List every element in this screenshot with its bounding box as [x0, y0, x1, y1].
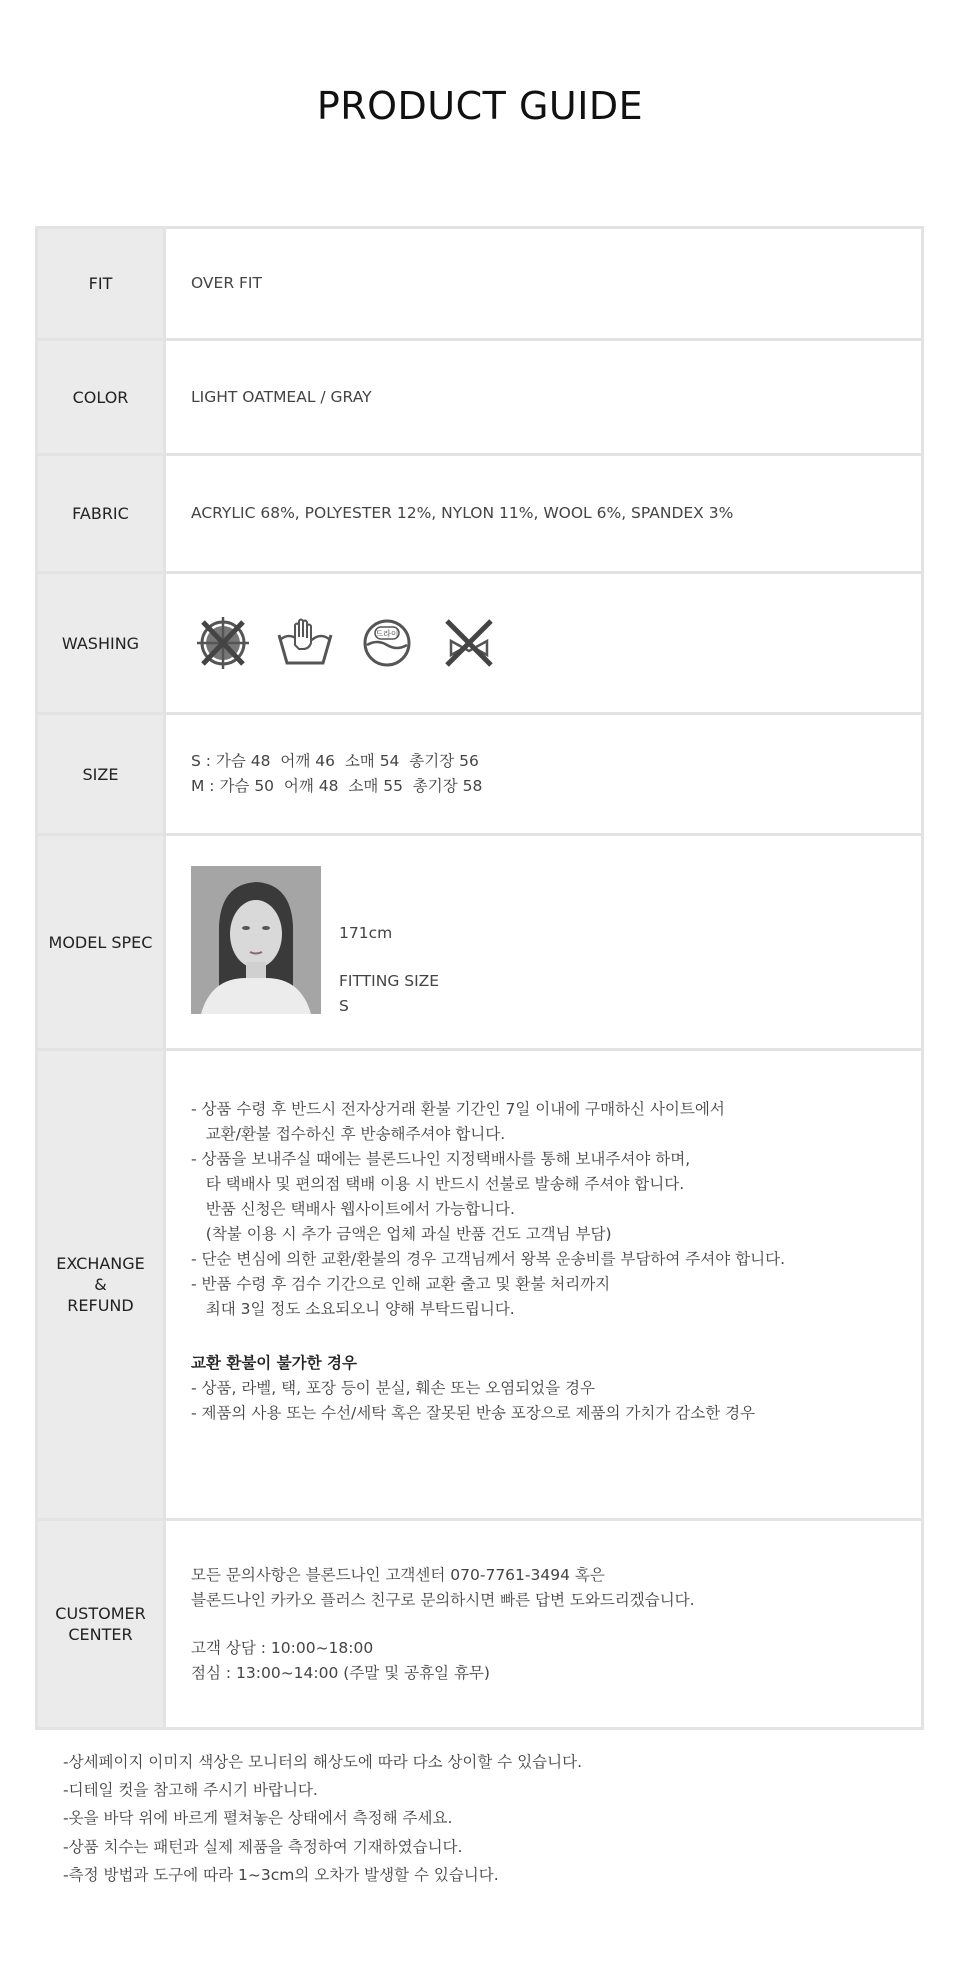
exchange-line: - 상품을 보내주실 때에는 블론드나인 지정택배사를 통해 보내주셔야 하며, — [191, 1150, 691, 1168]
fit-label: FIT — [38, 229, 166, 338]
note-line: -디테일 컷을 참고해 주시기 바랍니다. — [63, 1781, 318, 1800]
washing-label: WASHING — [38, 574, 166, 712]
color-value: LIGHT OATMEAL / GRAY — [191, 387, 372, 406]
dry-clean-icon — [355, 615, 419, 671]
size-line-m: M : 가슴 50 어깨 48 소매 55 총기장 58 — [191, 777, 483, 795]
page-title: PRODUCT GUIDE — [316, 84, 644, 128]
note-line: -상품 치수는 패턴과 실제 제품을 측정하여 기재하였습니다. — [63, 1837, 463, 1856]
exchange-line: 교환/환불 접수하신 후 반송해주셔야 합니다. — [191, 1125, 506, 1143]
customer-line: 모든 문의사항은 블론드나인 고객센터 070-7761-3494 혹은 — [191, 1565, 605, 1584]
color-label: COLOR — [38, 341, 166, 453]
size-label: SIZE — [38, 715, 166, 833]
no-tumble-dry-icon — [191, 615, 255, 671]
exchange-line: - 반품 수령 후 검수 기간으로 인해 교환 출고 및 환불 처리까지 — [191, 1275, 611, 1293]
note-line: -측정 방법과 도구에 따라 1~3cm의 오차가 발생할 수 있습니다. — [63, 1865, 499, 1884]
hand-wash-icon — [273, 615, 337, 671]
fabric-row — [38, 456, 921, 574]
exchange-line: 타 택배사 및 편의점 택배 이용 시 반드시 선불로 발송해 주셔야 합니다. — [191, 1175, 685, 1193]
notes — [63, 1748, 582, 1889]
product-guide-table — [35, 226, 924, 1730]
no-exchange-title: 교환 환불이 불가한 경우 — [191, 1354, 357, 1372]
fit-value: OVER FIT — [191, 274, 262, 292]
color-row — [38, 341, 921, 456]
exchange-line: 반품 신청은 택배사 웹사이트에서 가능합니다. — [191, 1200, 515, 1218]
model-photo — [191, 866, 321, 1014]
model-spec-row — [38, 836, 921, 1051]
exchange-line: 최대 3일 정도 소요되오니 양해 부탁드립니다. — [191, 1300, 515, 1318]
fabric-value: ACRYLIC 68%, POLYESTER 12%, NYLON 11%, WOOL 6%, SPANDEX 3% — [191, 504, 734, 522]
size-line-s: S : 가슴 48 어깨 46 소매 54 총기장 56 — [191, 752, 479, 770]
fit-row — [38, 229, 921, 341]
customer-center-label: CUSTOMER CENTER — [38, 1521, 166, 1727]
model-spec-label: MODEL SPEC — [38, 836, 166, 1048]
no-bleach-icon — [437, 615, 501, 671]
no-exchange-line: - 제품의 사용 또는 수선/세탁 혹은 잘못된 반송 포장으로 제품의 가치가 감소한 경우 — [191, 1404, 756, 1422]
fabric-label: FABRIC — [38, 456, 166, 571]
fitting-size-value: S — [339, 996, 349, 1015]
customer-center-row — [38, 1521, 921, 1727]
model-height: 171cm — [339, 923, 393, 942]
washing-row — [38, 574, 921, 715]
customer-line: 블론드나인 카카오 플러스 친구로 문의하시면 빠른 답변 도와드리겠습니다. — [191, 1590, 695, 1609]
note-line: -상세페이지 이미지 색상은 모니터의 해상도에 따라 다소 상이할 수 있습니다. — [63, 1753, 583, 1771]
size-row — [38, 715, 921, 836]
exchange-refund-row — [38, 1051, 921, 1521]
washing-icons — [191, 615, 921, 671]
exchange-line: - 상품 수령 후 반드시 전자상거래 환불 기간인 7일 이내에 구매하신 사이트에서 — [191, 1100, 725, 1118]
exchange-line: (착불 이용 시 추가 금액은 업체 과실 반품 건도 고객님 부담) — [191, 1225, 612, 1243]
fitting-size-label: FITTING SIZE — [339, 971, 440, 990]
customer-hours: 고객 상담 : 10:00~18:00 — [191, 1638, 374, 1657]
customer-lunch: 점심 : 13:00~14:00 (주말 및 공휴일 휴무) — [191, 1663, 490, 1682]
exchange-refund-label: EXCHANGE & REFUND — [38, 1051, 166, 1518]
dry-clean-label: 드라이 — [375, 629, 399, 639]
exchange-line: - 단순 변심에 의한 교환/환불의 경우 고객님께서 왕복 운송비를 부담하여 주셔야 합니다. — [191, 1250, 785, 1268]
note-line: -옷을 바닥 위에 바르게 펼쳐놓은 상태에서 측정해 주세요. — [63, 1809, 453, 1828]
no-exchange-line: - 상품, 라벨, 택, 포장 등이 분실, 훼손 또는 오염되었을 경우 — [191, 1379, 595, 1397]
